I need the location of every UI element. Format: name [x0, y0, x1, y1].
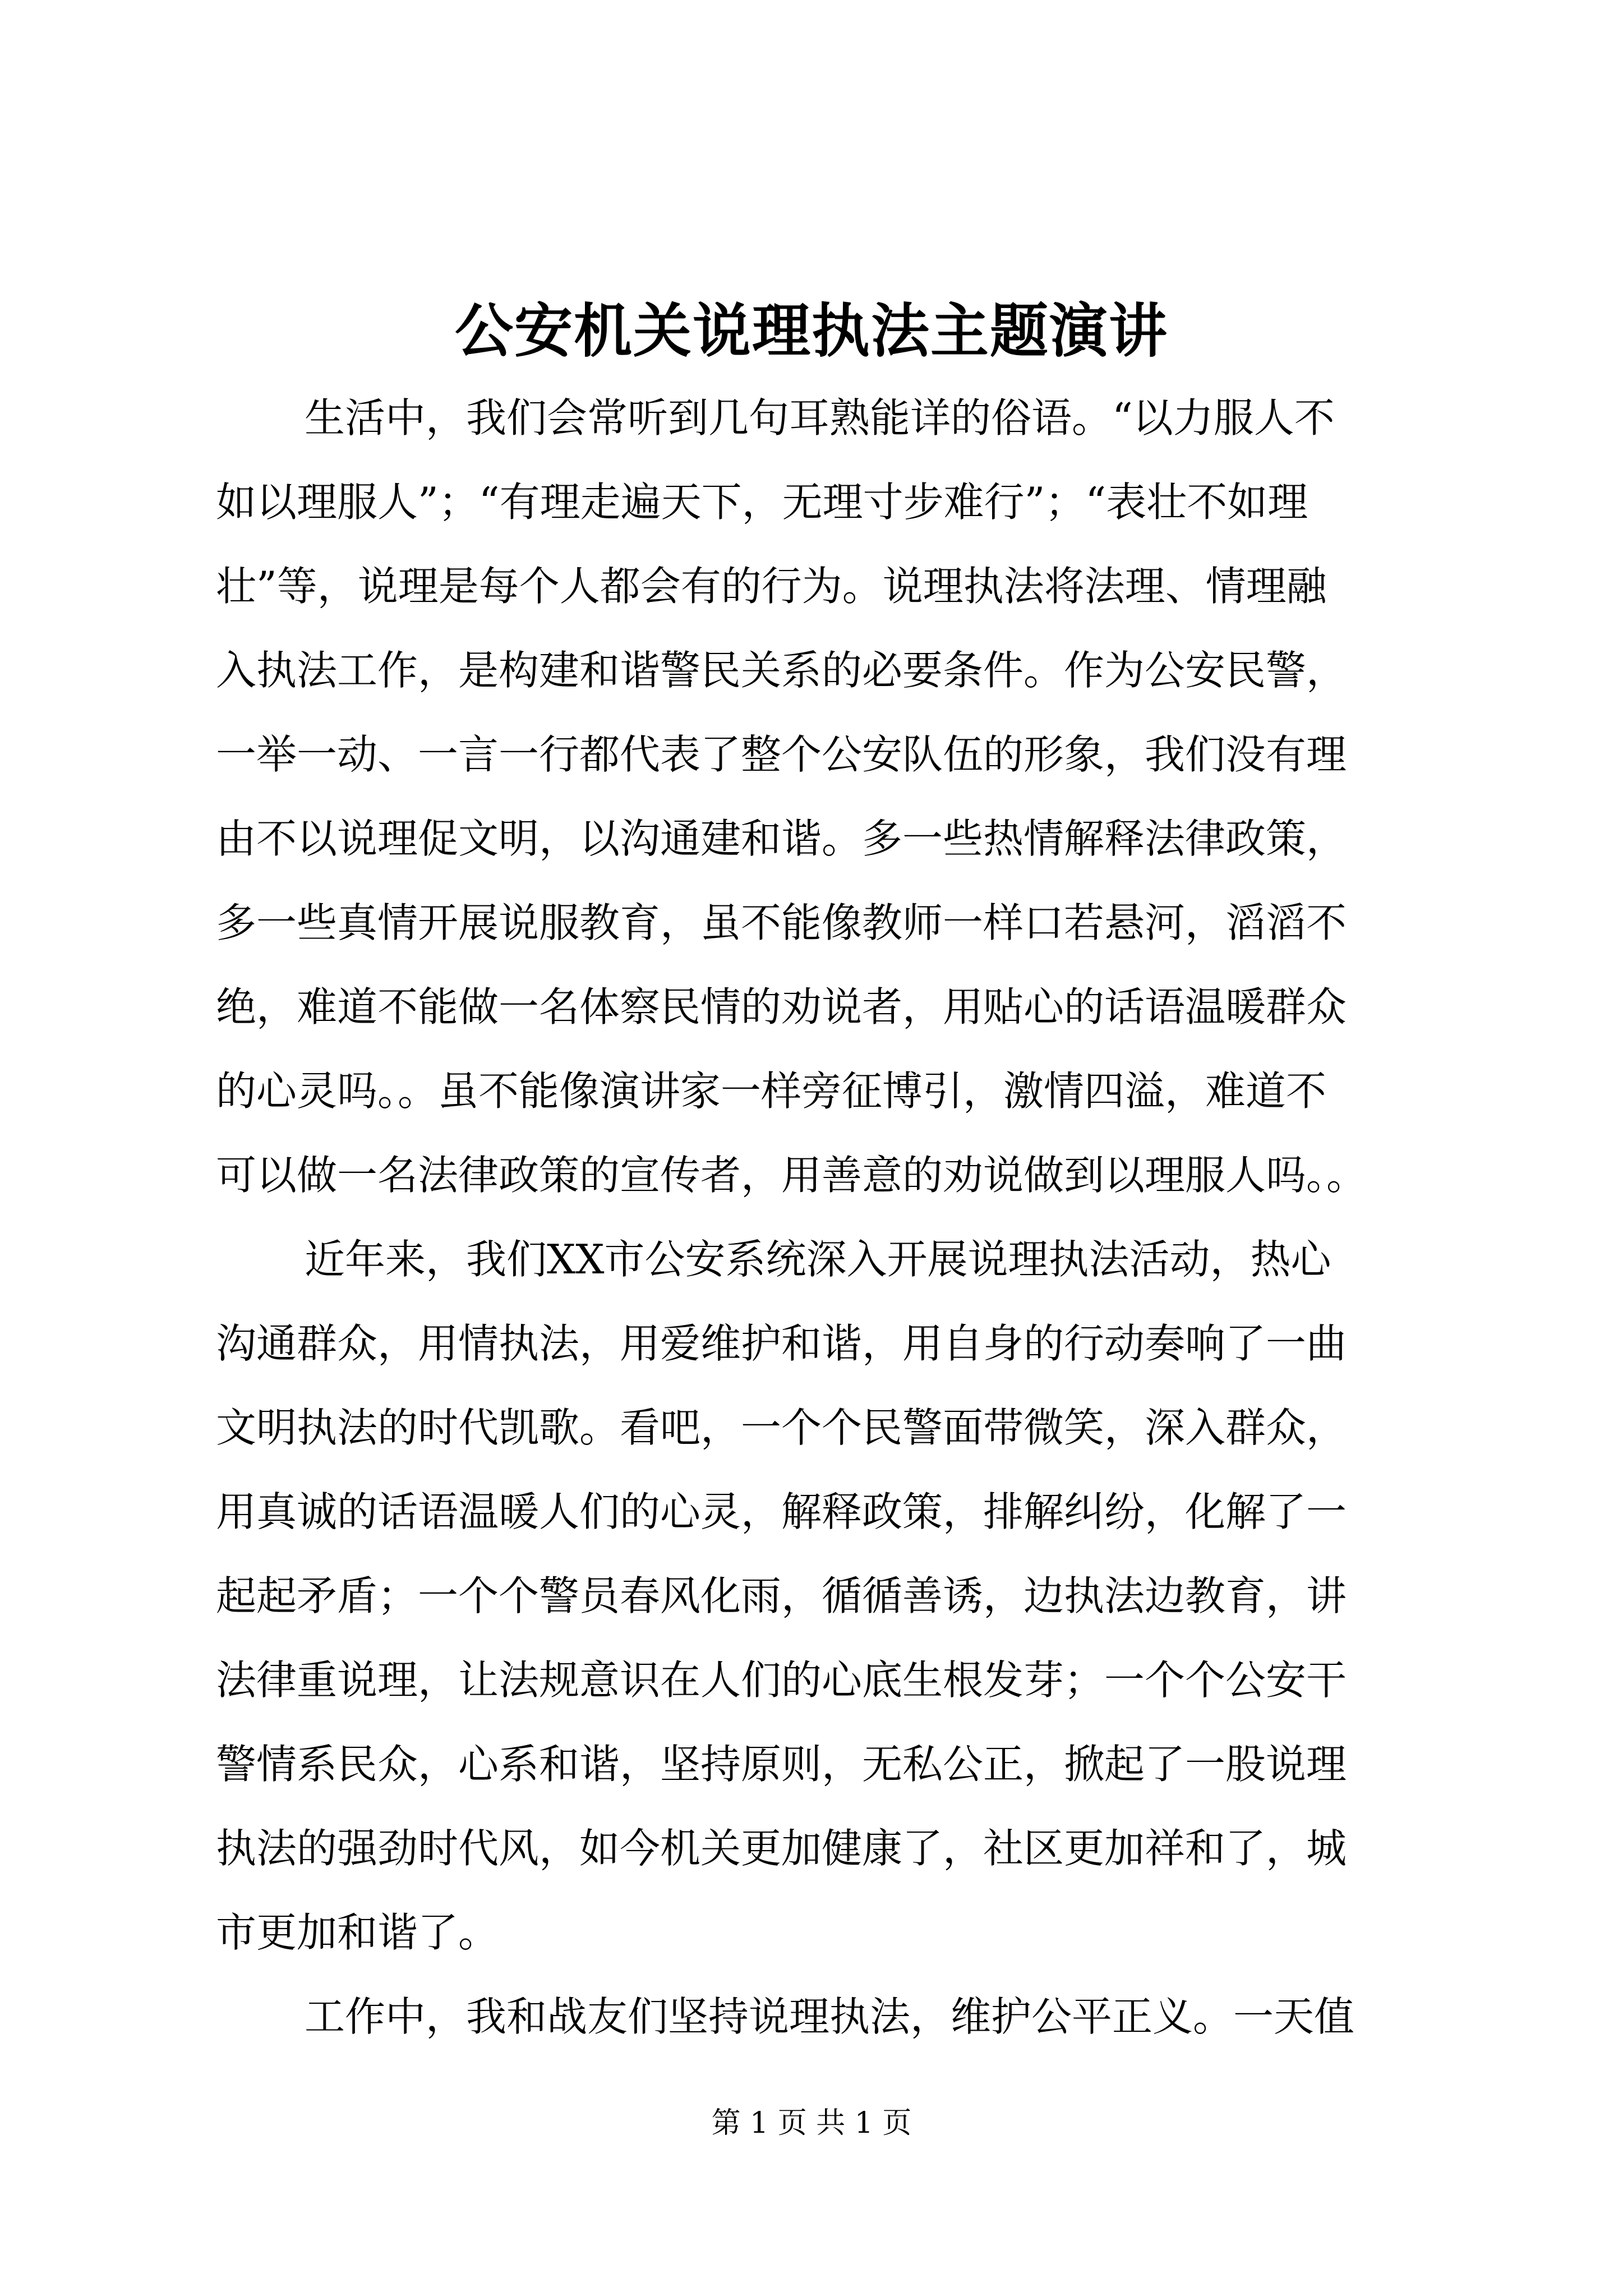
text-line: 绝，难道不能做一名体察民情的劝说者，用贴心的话语温暖群众 [216, 983, 1347, 1030]
text-line: 入执法工作，是构建和谐警民关系的必要条件。作为公安民警， [216, 647, 1347, 694]
text-line: 的心灵吗。。虽不能像演讲家一样旁征博引，激情四溢，难道不 [216, 1068, 1327, 1115]
text-line: 多一些真情开展说服教育，虽不能像教师一样口若悬河，滔滔不 [216, 899, 1347, 946]
text-line: 沟通群众，用情执法，用爱维护和谐，用自身的行动奏响了一曲 [216, 1320, 1347, 1367]
text-line: 一举一动、一言一行都代表了整个公安队伍的形象，我们没有理 [216, 731, 1347, 778]
text-line: 工作中，我和战友们坚持说理执法，维护公平正义。一天值 [305, 1993, 1355, 2040]
text-line: 执法的强劲时代风，如今机关更加健康了，社区更加祥和了，城 [216, 1825, 1347, 1872]
text-line: 壮”等，说理是每个人都会有的行为。说理执法将法理、情理融 [216, 563, 1327, 610]
document-title: 公安机关说理执法主题演讲 [454, 296, 1168, 365]
text-line: 如以理服人”；“有理走遍天下，无理寸步难行”；“表壮不如理 [216, 478, 1308, 526]
text-line: 近年来，我们XX市公安系统深入开展说理执法活动，热心 [305, 1236, 1331, 1283]
text-line: 由不以说理促文明，以沟通建和谐。多一些热情解释法律政策， [216, 815, 1347, 862]
text-line: 可以做一名法律政策的宣传者，用善意的劝说做到以理服人吗。。 [216, 1152, 1367, 1199]
text-line: 起起矛盾；一个个警员春风化雨，循循善诱，边执法边教育，讲 [216, 1572, 1347, 1619]
text-line: 警情系民众，心系和谐，坚持原则，无私公正，掀起了一股说理 [216, 1741, 1347, 1788]
text-line: 文明执法的时代凯歌。看吧，一个个民警面带微笑，深入群众， [216, 1404, 1347, 1451]
text-line: 法律重说理，让法规意识在人们的心底生根发芽；一个个公安干 [216, 1657, 1347, 1704]
text-line: 市更加和谐了。 [216, 1909, 499, 1956]
document-body [216, 376, 1408, 2059]
text-line: 生活中，我们会常听到几句耳熟能详的俗语。“以力服人不 [305, 394, 1335, 441]
page-number-footer: 第 1 页 共 1 页 [711, 2106, 912, 2140]
text-line: 用真诚的话语温暖人们的心灵，解释政策，排解纠纷，化解了一 [216, 1488, 1347, 1535]
